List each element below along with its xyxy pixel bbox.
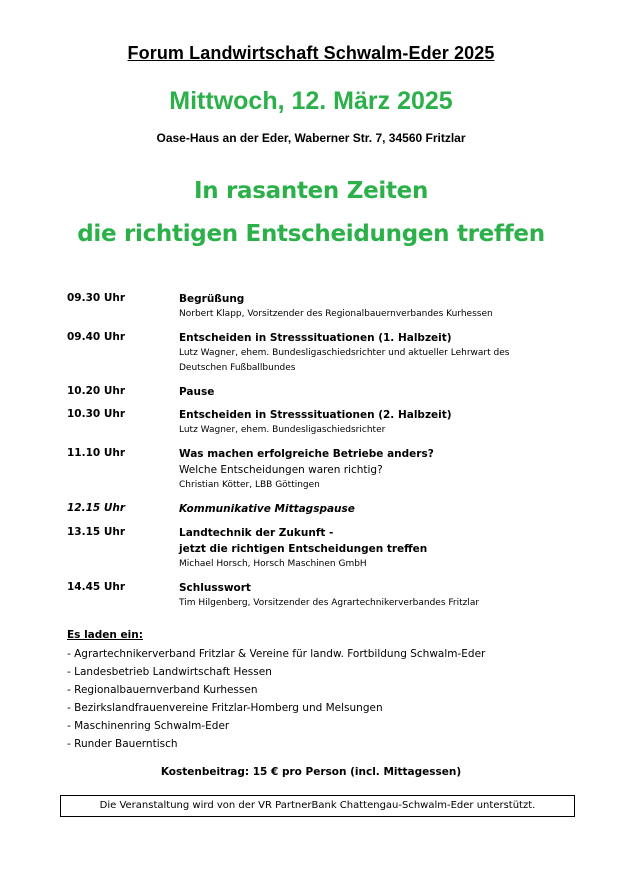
list-item: - Maschinenring Schwalm-Eder [67, 720, 230, 732]
agenda-title-cont: jetzt die richtigen Entscheidungen treffen [179, 543, 428, 555]
agenda-title: Kommunikative Mittagspause [179, 503, 355, 515]
agenda-details [179, 501, 599, 517]
agenda-details [179, 446, 599, 493]
agenda-details [179, 384, 599, 400]
agenda-speaker: Christian Kötter, LBB Göttingen [179, 480, 320, 490]
agenda-speaker: Tim Hilgenberg, Vorsitzender des Agrartechnikerverbandes Fritzlar [179, 598, 480, 608]
agenda-title: Entscheiden in Stresssituationen (2. Halbzeit) [179, 409, 452, 421]
list-item: - Bezirkslandfrauenvereine Fritzlar-Homberg und Melsungen [67, 702, 383, 714]
agenda-title: Pause [179, 386, 215, 398]
invitation-heading: Es laden ein: [67, 629, 143, 641]
event-date: Mittwoch, 12. März 2025 [169, 87, 453, 115]
agenda-speaker-cont: Deutschen Fußballbundes [179, 363, 296, 373]
agenda-title: Entscheiden in Stresssituationen (1. Halbzeit) [179, 332, 452, 344]
agenda-time: 10.30 Uhr [67, 408, 126, 420]
list-item: - Agrartechnikerverband Fritzlar & Vereine für landw. Fortbildung Schwalm-Eder [67, 648, 486, 660]
sponsor-box: Die Veranstaltung wird von der VR PartnerBank Chattengau-Schwalm-Eder unterstützt. [60, 795, 575, 817]
agenda-title: Schlusswort [179, 582, 251, 594]
agenda-time: 09.40 Uhr [67, 331, 126, 343]
invitation-list [67, 645, 485, 753]
list-item: - Runder Bauerntisch [67, 738, 178, 750]
agenda-time: 12.15 Uhr [67, 502, 126, 514]
agenda-speaker: Lutz Wagner, ehem. Bundesligaschiedsrichter und aktueller Lehrwart des [179, 348, 510, 358]
agenda-details [179, 291, 599, 322]
agenda-question: Welche Entscheidungen waren richtig? [179, 464, 383, 476]
headline-line-2: die richtigen Entscheidungen treffen [77, 221, 545, 247]
agenda-speaker: Lutz Wagner, ehem. Bundesligaschiedsrichter [179, 425, 386, 435]
agenda-details [179, 525, 599, 572]
agenda-time: 13.15 Uhr [67, 526, 126, 538]
agenda-time: 10.20 Uhr [67, 385, 126, 397]
agenda-details [179, 580, 599, 611]
agenda-time: 11.10 Uhr [67, 447, 126, 459]
list-item: - Regionalbauernverband Kurhessen [67, 684, 258, 696]
agenda-title: Begrüßung [179, 293, 245, 305]
agenda-speaker: Norbert Klapp, Vorsitzender des Regionalbauernverbandes Kurhessen [179, 309, 493, 319]
agenda-time: 14.45 Uhr [67, 581, 126, 593]
agenda-speaker: Michael Horsch, Horsch Maschinen GmbH [179, 559, 367, 569]
event-venue: Oase-Haus an der Eder, Waberner Str. 7, 34560 Fritzlar [156, 131, 466, 145]
agenda-details [179, 330, 599, 376]
agenda-title: Was machen erfolgreiche Betriebe anders? [179, 448, 434, 460]
agenda-details [179, 407, 599, 438]
cost-note: Kostenbeitrag: 15 € pro Person (incl. Mittagessen) [160, 766, 462, 778]
agenda-time: 09.30 Uhr [67, 292, 126, 304]
event-title: Forum Landwirtschaft Schwalm-Eder 2025 [127, 43, 495, 63]
headline-line-1: In rasanten Zeiten [193, 178, 429, 204]
agenda-title: Landtechnik der Zukunft - [179, 527, 334, 539]
list-item: - Landesbetrieb Landwirtschaft Hessen [67, 666, 272, 678]
